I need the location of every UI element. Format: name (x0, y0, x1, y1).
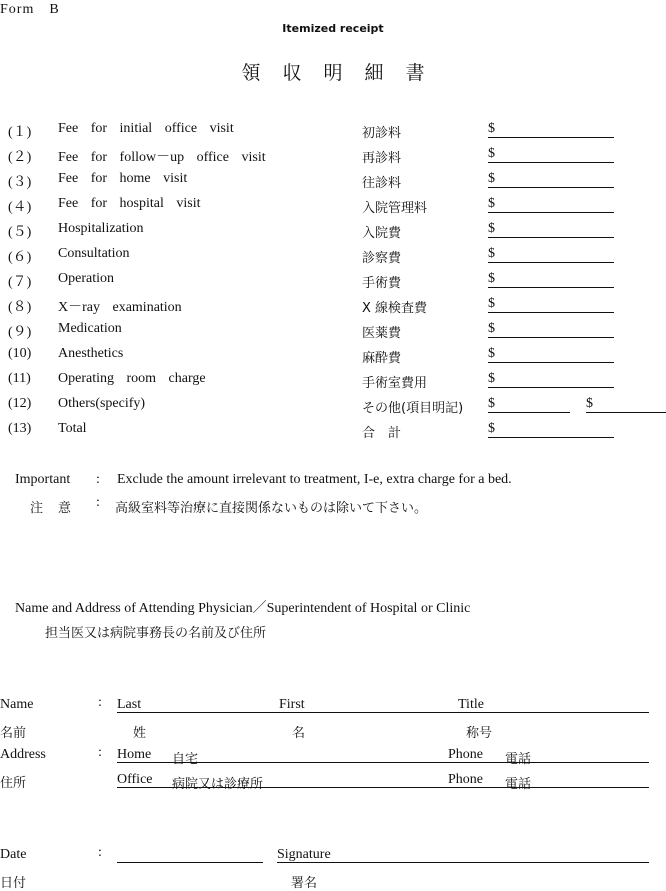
item-label-en: Fee for follow－up office visit (58, 150, 266, 165)
item-number: (13) (8, 421, 32, 436)
item-amount-field[interactable]: $ (488, 146, 614, 163)
item-amount-field[interactable]: $ (488, 371, 614, 388)
item-number: (11) (8, 371, 31, 386)
title-label: Title (458, 697, 484, 712)
item-number: (12) (8, 396, 32, 411)
important-text: Exclude the amount irrelevant to treatment, I-e, extra charge for a bed. (117, 472, 512, 487)
item-label-en: Operating room charge (58, 371, 206, 386)
signature-field-line[interactable] (277, 862, 649, 863)
name-field-line[interactable] (117, 712, 649, 713)
item-amount-field[interactable]: $ (488, 271, 614, 288)
item-label-en: Total (58, 421, 87, 436)
item-amount-field[interactable]: $ (488, 321, 614, 338)
item-number: (７) (8, 275, 32, 290)
item-label-jp: 再診料 (362, 151, 402, 166)
item-label-jp: X 線検査費 (362, 301, 428, 316)
physician-heading: Name and Address of Attending Physician／Superintendent of Hospital or Clinic (15, 601, 471, 616)
item-label-en: Fee for hospital visit (58, 196, 201, 211)
important-label-jp: 注 意 (30, 501, 73, 516)
item-amount-field[interactable]: $ (488, 246, 614, 263)
item-label-jp: 初診料 (362, 126, 402, 141)
item-label-jp: その他(項目明記) (362, 401, 464, 416)
important-colon-jp: : (96, 495, 100, 510)
item-label-en: Others(specify) (58, 396, 146, 411)
item-label-en: Operation (58, 271, 114, 286)
form-label: Form B (0, 2, 60, 17)
home-label-jp: 自宅 (172, 752, 199, 767)
item-label-jp: 合 計 (362, 426, 402, 441)
home-phone-label: Phone (448, 747, 483, 762)
name-colon: : (98, 695, 102, 710)
item-label-jp: 入院管理料 (362, 201, 428, 216)
item-label-jp: 診察費 (362, 251, 402, 266)
item-number: (４) (8, 200, 32, 215)
item-label-en: Fee for home visit (58, 171, 188, 186)
item-amount-field-2[interactable]: $ (586, 396, 666, 413)
item-amount-field[interactable]: $ (488, 121, 614, 138)
address-colon: : (98, 745, 102, 760)
signature-label: Signature (277, 847, 331, 862)
item-number: (６) (8, 250, 32, 265)
item-label-jp: 往診料 (362, 176, 402, 191)
first-name-label-jp: 名 (292, 726, 306, 741)
title-label-jp: 称号 (466, 726, 493, 741)
address-label: Address (0, 747, 46, 762)
item-label-en: Consultation (58, 246, 130, 261)
item-number: (10) (8, 346, 32, 361)
date-label-jp: 日付 (0, 876, 27, 891)
date-colon: : (98, 845, 102, 860)
item-label-en: Anesthetics (58, 346, 124, 361)
item-amount-field[interactable]: $ (488, 421, 614, 438)
item-amount-field[interactable]: $ (488, 296, 614, 313)
item-number: (３) (8, 175, 32, 190)
home-label: Home (117, 747, 152, 762)
office-label-jp: 病院又は診療所 (172, 777, 264, 792)
document-subtitle: Itemized receipt (282, 22, 384, 35)
item-label-en: X－ray examination (58, 300, 182, 315)
physician-heading-jp: 担当医又は病院事務長の名前及び住所 (45, 626, 267, 641)
item-number: (８) (8, 300, 32, 315)
home-phone-label-jp: 電話 (505, 752, 532, 767)
date-field-line[interactable] (117, 862, 263, 863)
item-number: (２) (8, 150, 32, 165)
date-label: Date (0, 847, 27, 862)
item-label-jp: 入院費 (362, 226, 402, 241)
item-amount-field[interactable]: $ (488, 221, 614, 238)
last-name-label: Last (117, 697, 142, 712)
office-label: Office (117, 772, 153, 787)
name-label-jp: 名前 (0, 726, 27, 741)
item-label-en: Hospitalization (58, 221, 144, 236)
item-amount-field[interactable]: $ (488, 346, 614, 363)
item-amount-field[interactable]: $ (488, 196, 614, 213)
important-colon: : (96, 472, 100, 487)
item-number: (５) (8, 225, 32, 240)
item-label-en: Fee for initial office visit (58, 121, 234, 136)
first-name-label: First (279, 697, 305, 712)
office-phone-label-jp: 電話 (505, 777, 532, 792)
name-label: Name (0, 697, 34, 712)
item-label-jp: 手術費 (362, 276, 402, 291)
item-label-jp: 麻酔費 (362, 351, 402, 366)
item-number: (１) (8, 125, 32, 140)
item-amount-field[interactable]: $ (488, 396, 570, 413)
item-label-en: Medication (58, 321, 122, 336)
address-label-jp: 住所 (0, 776, 27, 791)
signature-label-jp: 署名 (291, 876, 318, 891)
important-label: Important (15, 472, 71, 487)
important-text-jp: 高級室料等治療に直接関係ないものは除いて下さい。 (115, 501, 428, 516)
last-name-label-jp: 姓 (133, 726, 147, 741)
item-label-jp: 手術室費用 (362, 376, 428, 391)
item-number: (９) (8, 325, 32, 340)
item-amount-field[interactable]: $ (488, 171, 614, 188)
item-label-jp: 医薬費 (362, 326, 402, 341)
document-title: 領収明細書 (241, 62, 447, 84)
office-phone-label: Phone (448, 772, 483, 787)
